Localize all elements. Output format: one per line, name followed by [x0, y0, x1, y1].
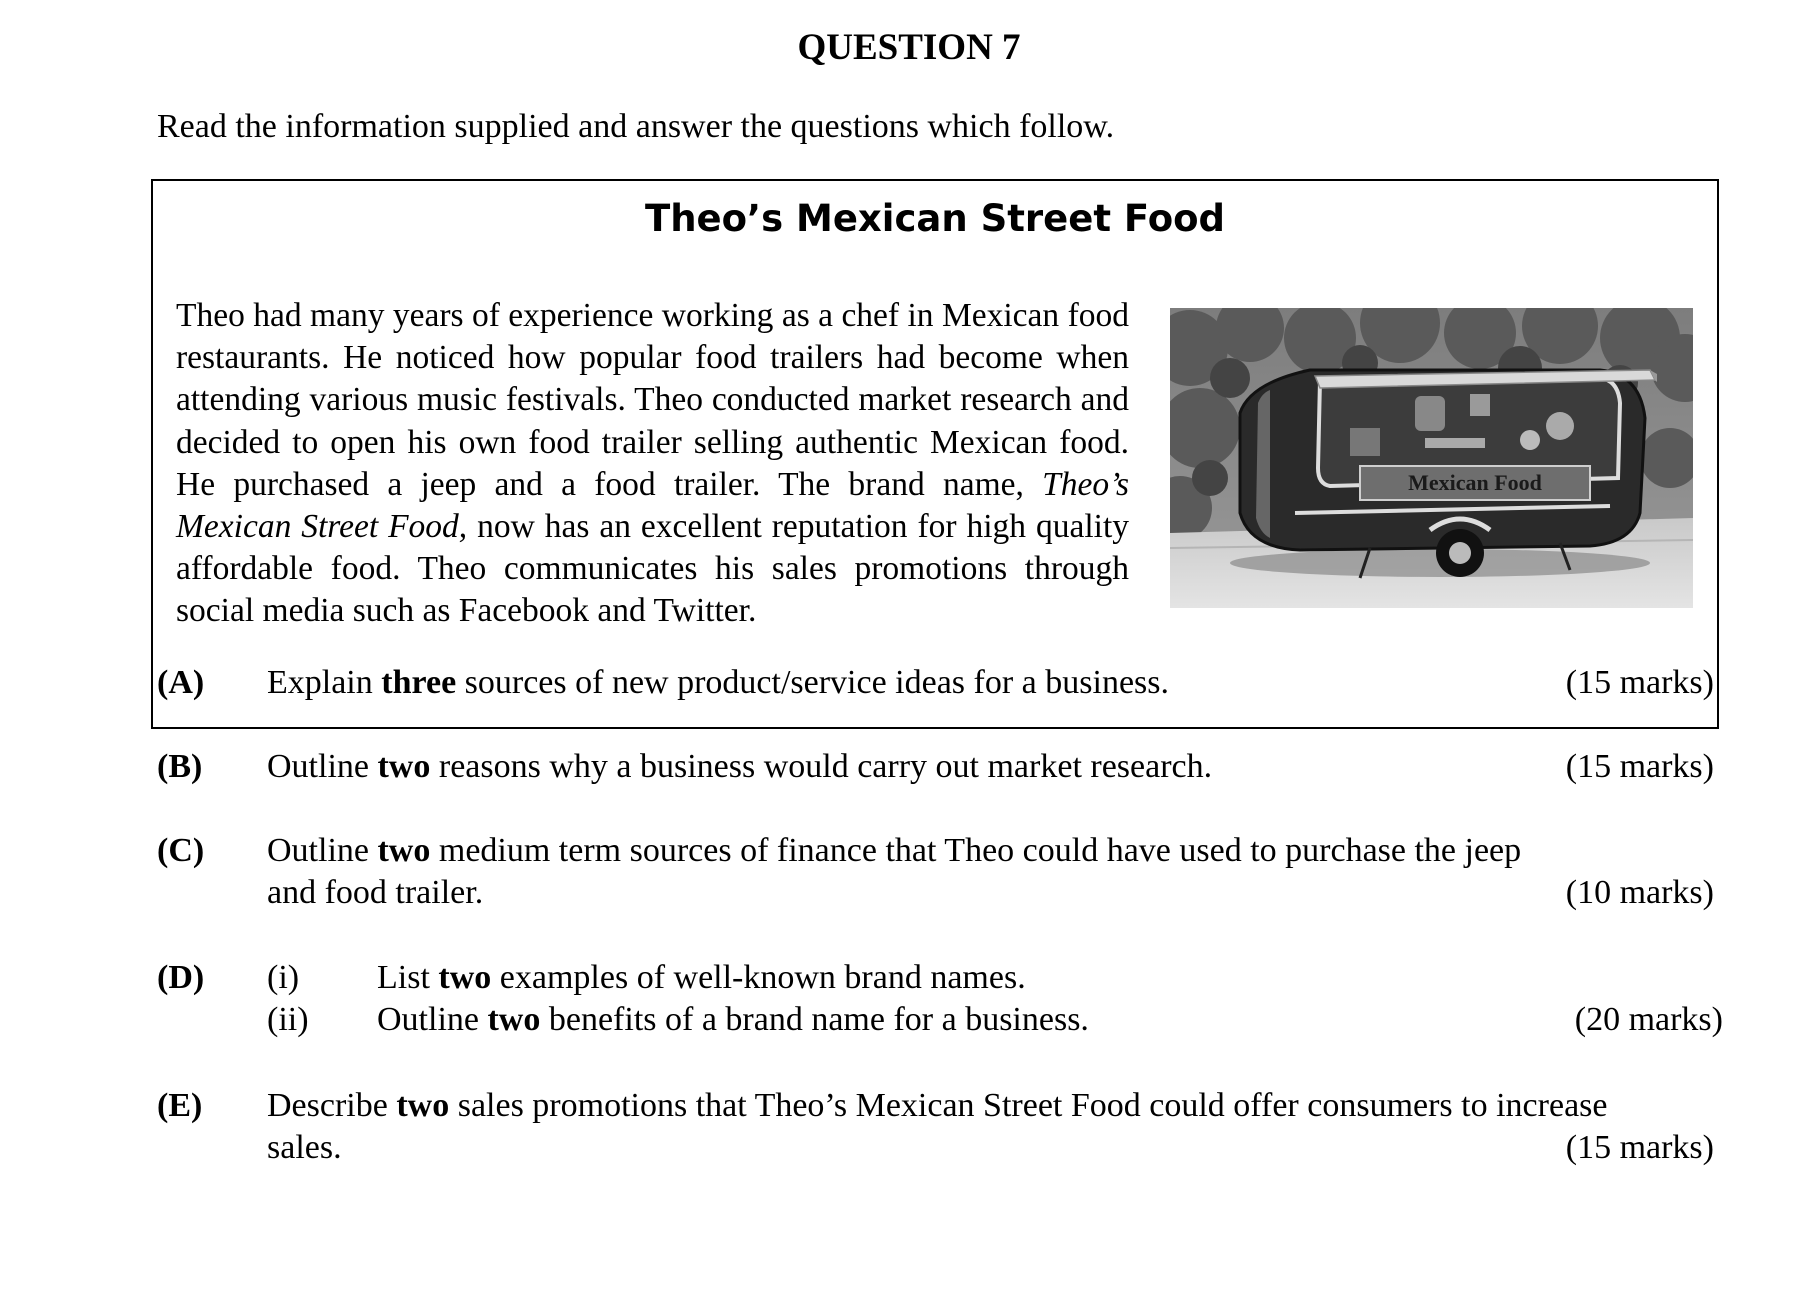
case-study-box — [151, 179, 1719, 729]
question-d-marks: (20 marks) — [1574, 1001, 1723, 1038]
question-a-label: (A) — [157, 664, 205, 701]
case-text-part1: Theo had many years of experience working as a chef in Mexican food restaurants. He noticed how popular food trailers had become when attending various music festivals. Theo conducted market research and decided to open his own food trailer selling authentic Mexican food. He purchased a jeep and a food trailer. The brand name, — [176, 297, 1129, 503]
question-c-text-line2: and food trailer. — [267, 874, 484, 911]
case-study-title: Theo’s Mexican Street Food — [644, 197, 1226, 240]
question-c-marks: (10 marks) — [1565, 874, 1714, 911]
question-e-label: (E) — [157, 1087, 203, 1124]
question-d-i-num: (i) — [267, 959, 300, 996]
question-c-label: (C) — [157, 832, 205, 869]
question-d-label: (D) — [157, 959, 205, 996]
question-d-ii-num: (ii) — [267, 1001, 309, 1038]
intro-text: Read the information supplied and answer the questions which follow. — [157, 108, 1115, 145]
case-study-text — [176, 295, 1129, 633]
question-b-label: (B) — [157, 748, 203, 785]
question-e-marks: (15 marks) — [1565, 1129, 1714, 1166]
question-a-text: Explain three sources of new product/service ideas for a business. — [267, 664, 1169, 701]
question-title: QUESTION 7 — [797, 27, 1021, 68]
question-b-text: Outline two reasons why a business would carry out market research. — [267, 748, 1213, 785]
question-e-text: Describe two sales promotions that Theo’s Mexican Street Food could offer consumers to increase — [267, 1087, 1608, 1124]
case-text-part2: now has an excellent reputation for high quality affordable food. Theo communicates his sales promotions through social media such as Facebook and Twitter. — [176, 508, 1130, 630]
question-a-marks: (15 marks) — [1565, 664, 1714, 701]
question-b-marks: (15 marks) — [1565, 748, 1714, 785]
question-d-ii-text: Outline two benefits of a brand name for a business. — [377, 1001, 1089, 1038]
brand-name-italic: Theo’s Mexican Street Food, — [176, 465, 1130, 546]
question-d-i-text: List two examples of well-known brand names. — [377, 959, 1026, 996]
question-c-text: Outline two medium term sources of finance that Theo could have used to purchase the jeep — [267, 832, 1522, 869]
question-e-text-line2: sales. — [267, 1129, 342, 1166]
food-trailer-photo — [1170, 308, 1693, 608]
trailer-sign-text: Mexican Food — [1408, 470, 1542, 495]
